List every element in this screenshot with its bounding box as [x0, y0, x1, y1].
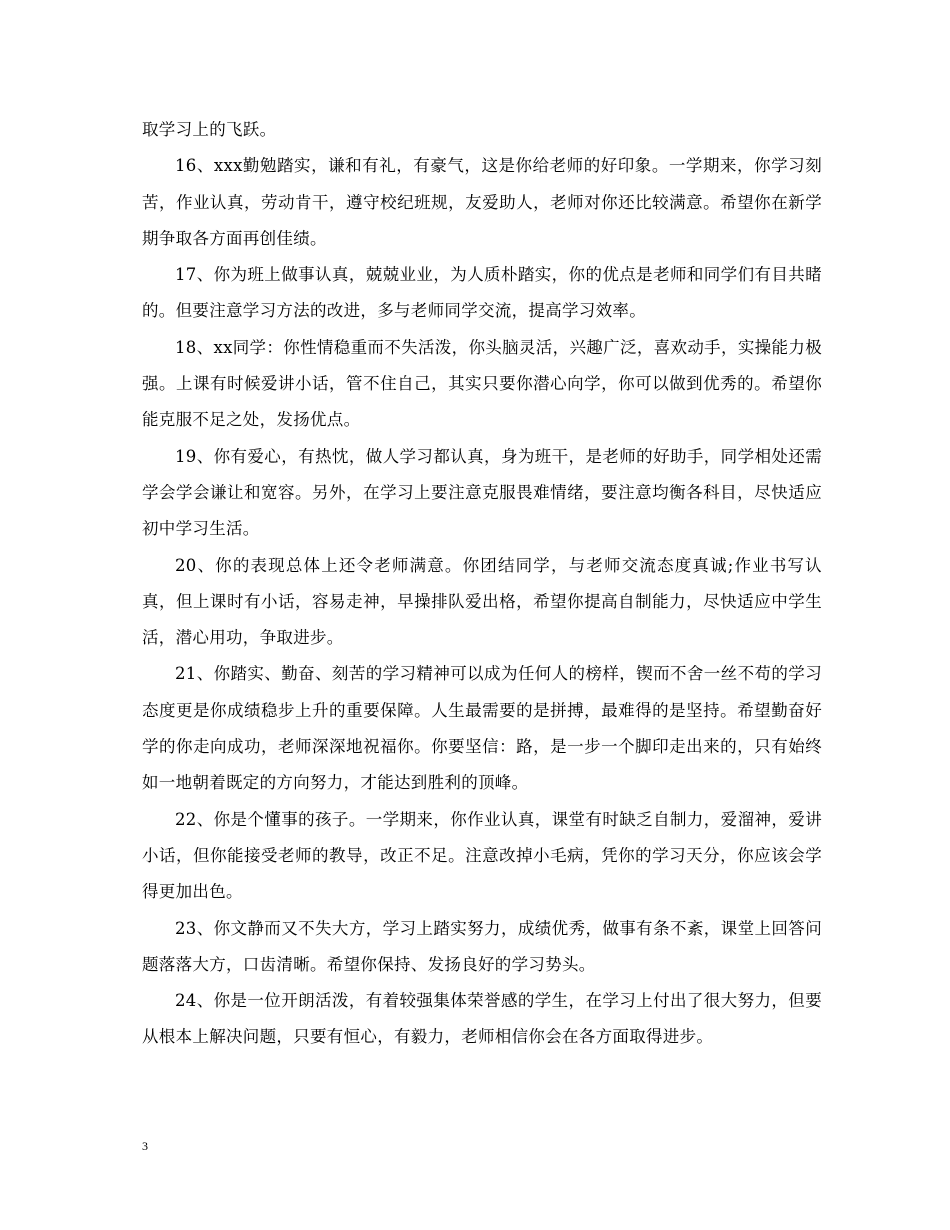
page-number: 3	[142, 1139, 148, 1153]
paragraph-comment-17: 17、你为班上做事认真，兢兢业业，为人质朴踏实，你的优点是老师和同学们有目共睹的。但要注意学习方法的改进，多与老师同学交流，提高学习效率。	[142, 265, 822, 321]
paragraph-comment-18: 18、xx同学：你性情稳重而不失活泼，你头脑灵活，兴趣广泛，喜欢动手，实操能力极强。上课有时候爱讲小话，管不住自己，其实只要你潜心向学，你可以做到优秀的。希望你能克服不足之处，发扬优点。	[142, 337, 822, 430]
document-body	[142, 112, 822, 1056]
paragraph-comment-24: 24、你是一位开朗活泼，有着较强集体荣誉感的学生，在学习上付出了很大努力，但要从根本上解决问题，只要有恒心，有毅力，老师相信你会在各方面取得进步。	[142, 991, 822, 1047]
paragraph-comment-23: 23、你文静而又不失大方，学习上踏实努力，成绩优秀，做事有条不紊，课堂上回答问题落落大方，口齿清晰。希望你保持、发扬良好的学习势头。	[142, 918, 822, 974]
paragraph-comment-22: 22、你是个懂事的孩子。一学期来，你作业认真，课堂有时缺乏自制力，爱溜神，爱讲小话，但你能接受老师的教导，改正不足。注意改掉小毛病，凭你的学习天分，你应该会学得更加出色。	[142, 809, 822, 902]
paragraph-comment-20: 20、你的表现总体上还令老师满意。你团结同学，与老师交流态度真诚;作业书写认真，但上课时有小话，容易走神，早操排队爱出格，希望你提高自制能力，尽快适应中学生活，潜心用功，争取进步。	[142, 555, 822, 648]
paragraph-comment-16: 16、xxx勤勉踏实，谦和有礼，有豪气，这是你给老师的好印象。一学期来，你学习刻苦，作业认真，劳动肯干，遵守校纪班规，友爱助人，老师对你还比较满意。希望你在新学期争取各方面再创佳绩。	[142, 156, 822, 248]
paragraph-continuation: 取学习上的飞跃。	[142, 120, 277, 139]
paragraph-comment-19: 19、你有爱心，有热忱，做人学习都认真，身为班干，是老师的好助手，同学相处还需学会学会谦让和宽容。另外，在学习上要注意克服畏难情绪，要注意均衡各科目，尽快适应初中学习生活。	[142, 446, 822, 539]
paragraph-comment-21: 21、你踏实、勤奋、刻苦的学习精神可以成为任何人的榜样，锲而不舍一丝不苟的学习态度更是你成绩稳步上升的重要保障。人生最需要的是拼搏，最难得的是坚持。希望勤奋好学的你走向成功，老师深深地祝福你。你要坚信：路，是一步一个脚印走出来的，只有始终如一地朝着既定的方向努力，才能达到胜利的顶峰。	[142, 664, 822, 793]
